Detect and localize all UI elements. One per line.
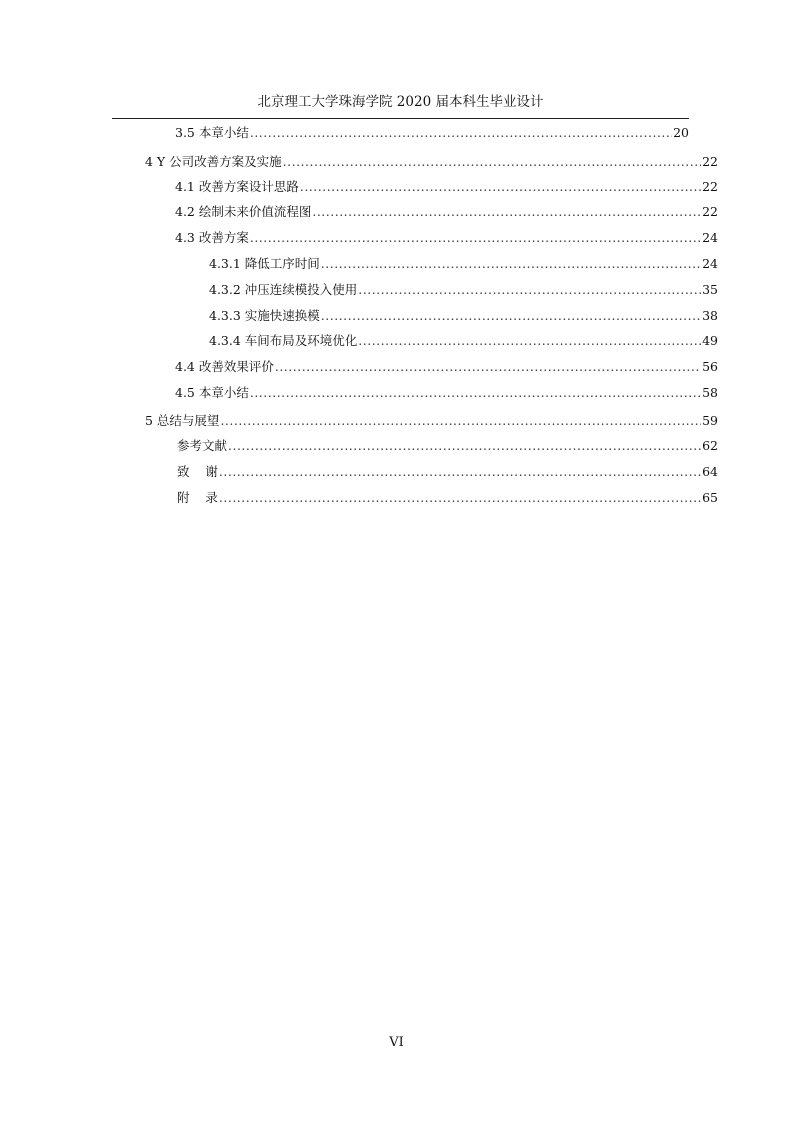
toc-entry-page: 62: [702, 438, 718, 453]
toc-entry-page: 38: [702, 308, 718, 323]
toc-entry-page: 22: [702, 179, 718, 194]
dot-leader: [250, 125, 672, 141]
dot-leader: [321, 308, 701, 324]
page-number: VI: [389, 1035, 404, 1050]
toc-entry-label: 4.3 改善方案: [175, 230, 249, 245]
toc-entry-label: 4.2 绘制未来价值流程图: [175, 204, 312, 219]
toc-entry-label: 5 总结与展望: [145, 413, 220, 428]
toc-entry-label: 4 Y 公司改善方案及实施: [145, 154, 282, 169]
toc-entry-page: 59: [702, 413, 718, 428]
toc-entry-label: 4.3.1 降低工序时间: [209, 256, 320, 271]
toc-entry-label: 4.3.3 实施快速换模: [209, 308, 320, 323]
toc-entry-page: 49: [702, 333, 718, 348]
dot-leader: [300, 179, 701, 195]
dot-leader: [220, 413, 701, 429]
toc-entry-page: 22: [702, 154, 718, 169]
toc-entry-label: 4.4 改善效果评价: [175, 359, 274, 374]
toc-entry-appendix[interactable]: [177, 490, 718, 506]
toc-entry-page: 24: [702, 230, 718, 245]
dot-leader: [250, 385, 701, 401]
toc-entry-4-3-1[interactable]: [209, 256, 718, 272]
dot-leader: [283, 154, 701, 170]
dot-leader: [312, 204, 701, 220]
toc-entry-4[interactable]: [145, 154, 718, 170]
running-header: 北京理工大学珠海学院 2020 届本科生毕业设计: [257, 94, 544, 110]
toc-entry-4-5[interactable]: [175, 385, 718, 401]
toc-entry-page: 65: [702, 490, 718, 505]
toc-entry-label: 参考文献: [177, 438, 228, 453]
dot-leader: [275, 359, 701, 375]
toc-entry-page: 64: [702, 464, 718, 479]
toc-entry-4-3[interactable]: [175, 230, 718, 246]
header-rule: [112, 118, 689, 119]
toc-entry-references[interactable]: [177, 438, 718, 454]
dot-leader: [219, 464, 701, 480]
toc-entry-label: 4.3.4 车间布局及环境优化: [209, 333, 358, 348]
toc-entry-4-1[interactable]: [175, 179, 718, 195]
toc-entry-label: 附 录: [177, 490, 218, 505]
dot-leader: [228, 438, 701, 454]
dot-leader: [321, 256, 701, 272]
toc-entry-page: 20: [673, 125, 689, 140]
toc-entry-page: 58: [702, 385, 718, 400]
toc-entry-page: 24: [702, 256, 718, 271]
toc-entry-label: 4.3.2 冲压连续模投入使用: [209, 282, 358, 297]
toc-entry-4-3-3[interactable]: [209, 308, 718, 324]
toc-entry-4-3-4[interactable]: [209, 333, 718, 349]
toc-entry-label: 4.1 改善方案设计思路: [175, 179, 299, 194]
toc-entry-4-2[interactable]: [175, 204, 718, 220]
toc-entry-label: 4.5 本章小结: [175, 385, 249, 400]
toc-entry-4-4[interactable]: [175, 359, 718, 375]
toc-entry-label: 致 谢: [177, 464, 218, 479]
toc-entry-4-3-2[interactable]: [209, 282, 718, 298]
toc-entry-acknowledgements[interactable]: [177, 464, 718, 480]
toc-entry-page: 56: [702, 359, 718, 374]
toc-entry-3-5[interactable]: [175, 125, 689, 141]
toc-entry-label: 3.5 本章小结: [175, 125, 249, 140]
toc-entry-5[interactable]: [145, 413, 718, 429]
dot-leader: [358, 282, 701, 298]
toc-entry-page: 35: [702, 282, 718, 297]
dot-leader: [219, 490, 701, 506]
dot-leader: [358, 333, 701, 349]
dot-leader: [250, 230, 701, 246]
toc-entry-page: 22: [702, 204, 718, 219]
